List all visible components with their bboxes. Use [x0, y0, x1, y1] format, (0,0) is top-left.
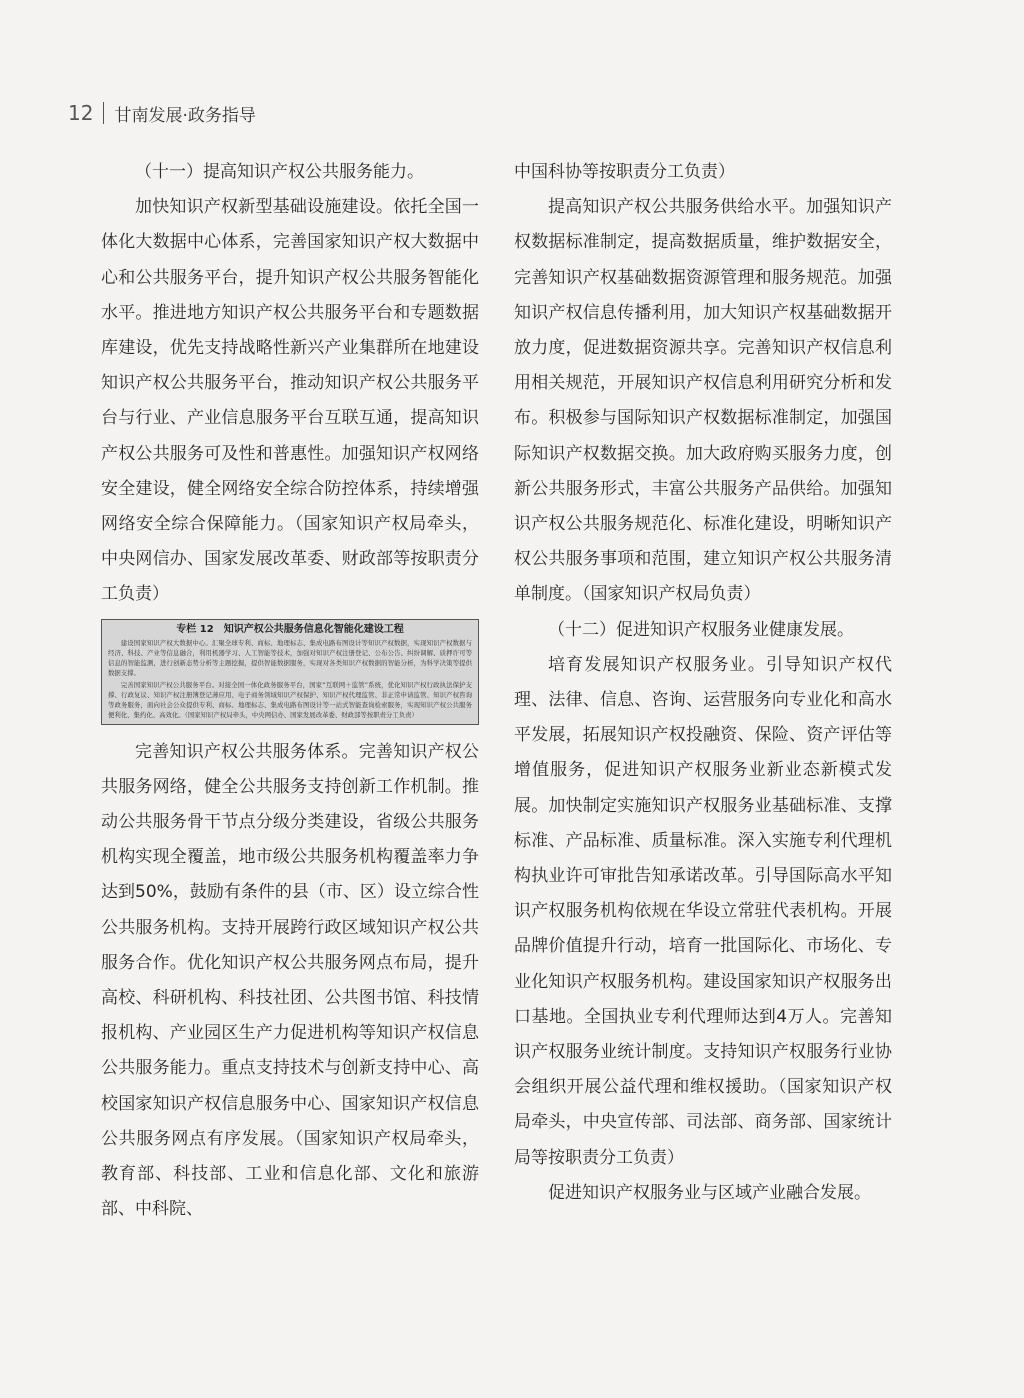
paragraph-infrastructure	[101, 190, 479, 612]
responsibility-note: （国家知识产权局负责）	[582, 584, 761, 605]
page-header	[68, 98, 256, 128]
right-column	[514, 155, 892, 1211]
box-paragraph: 完善国家知识产权公共服务平台。对接全国一体化政务服务平台，国家“互联网＋监管”系统，优化知识产权行政执法保护支撑、行政复议、知识产权注册簿登记薄应用、电子商务领域知识产权保护、知识产权代理监管、非正常申请监管、知识产权咨询等政务服务，面向社会公众提供专利、商标、地理标志、集成电路布图设计等一站式智能查询检索服务，实现知识产权公共服务便利化、集约化、高效化。（国家知识产权局牵头，中央网信办、国家发展改革委、财政部等按职责分工负责）	[108, 680, 472, 719]
responsibility-note: （国家知识产权局牵头，中央宣传部、司法部、商务部、国家统计局等按职责分工负责）	[514, 1077, 893, 1168]
paragraph-text: 依托全国一体化大数据中心体系，完善国家知识产权大数据中心和公共服务平台，提升知识产权公共服务智能化水平。推进地方知识产权公共服务平台和专题数据库建设，优先支持战略性新兴产业集群所在地建设知识产权公共服务平台，推动知识产权公共服务平台与行业、产业信息服务平台互联互通，提高知识产权公共服务可及性和普惠性。加强知识产权网络安全建设，健全网络安全综合防控体系，持续增强网络安全综合保障能力。	[101, 197, 480, 535]
paragraph-lead: 培育发展知识产权服务业。	[548, 654, 766, 675]
paragraph-lead: 完善知识产权公共服务体系。	[135, 741, 359, 762]
paragraph-service-system	[101, 735, 479, 1228]
header-divider	[103, 102, 104, 124]
page-number: 12	[68, 101, 94, 125]
paragraph-lead: 提高知识产权公共服务供给水平。	[548, 197, 807, 218]
box-paragraph: 建设国家知识产权大数据中心。汇聚全球专利、商标、地理标志、集成电路布图设计等知识产权数据，实现知识产权数据与经济、科技、产业等信息融合，利用机器学习、人工智能等技术，加强对知识产权注册登记、公布公告、纠纷调解、质押许可等信息的智能监测，进行创新态势分析等主题挖掘，提供智能数据服务，实现对各类知识产权数据的智能分析，为科学决策等提供数据支撑。	[108, 638, 472, 677]
box-body	[108, 638, 472, 720]
responsibility-note-continued: 中国科协等按职责分工负责）	[514, 162, 735, 182]
box-title: 专栏 12 知识产权公共服务信息化智能化建设工程	[176, 623, 404, 635]
section-heading-11: （十一）提高知识产权公共服务能力。	[135, 162, 424, 182]
paragraph-text: 加强知识产权数据标准制定，提高数据质量，维护数据安全，完善知识产权基础数据资源管理和服务规范。加强知识产权信息传播利用，加大知识产权基础数据开放力度，促进数据资源共享。完善知识产权信息利用相关规范，开展知识产权信息利用研究分析和发布。积极参与国际知识产权数据标准制定，加强国际知识产权数据交换。加大政府购买服务力度，创新公共服务形式，丰富公共服务产品供给。加强知识产权公共服务规范化、标准化建设，明晰知识产权公共服务事项和范围，建立知识产权公共服务清单制度。	[514, 197, 893, 605]
left-column	[101, 155, 479, 1227]
column-box-12	[101, 619, 479, 725]
paragraph-lead: 加快知识产权新型基础设施建设。	[135, 197, 394, 218]
paragraph-text: 完善知识产权公共服务网络，健全公共服务支持创新工作机制。推动公共服务骨干节点分级分类建设，省级公共服务机构实现全覆盖，地市级公共服务机构覆盖率力争达到50%，鼓励有条件的县（市、区）设立综合性公共服务机构。支持开展跨行政区域知识产权公共服务合作。优化知识产权公共服务网点布局，提升高校、科研机构、科技社团、公共图书馆、科技情报机构、产业园区生产力促进机构等知识产权信息公共服务能力。重点支持技术与创新支持中心、高校国家知识产权信息服务中心、国家知识产权信息公共服务网点有序发展。	[101, 741, 480, 1149]
section-heading-12: （十二）促进知识产权服务业健康发展。	[548, 619, 854, 640]
paragraph-service-industry	[514, 648, 892, 1176]
responsibility-note: （国家知识产权局牵头，中央网信办、国家发展改革委、财政部等按职责分工负责）	[101, 514, 480, 605]
paragraph-text: 引导知识产权代理、法律、信息、咨询、运营服务向专业化和高水平发展，拓展知识产权投融资、保险、资产评估等增值服务，促进知识产权服务业新业态新模式发展。加快制定实施知识产权服务业基础标准、支撑标准、产品标准、质量标准。深入实施专利代理机构执业许可审批告知承诺改革。引导国际高水平知识产权服务机构依规在华设立常驻代表机构。开展品牌价值提升行动，培育一批国际化、市场化、专业化知识产权服务机构。建设国家知识产权服务出口基地。全国执业专利代理师达到4万人。完善知识产权服务业统计制度。支持知识产权服务行业协会组织开展公益代理和维权援助。	[514, 654, 892, 1098]
responsibility-note: （国家知识产权局牵头，教育部、科技部、工业和信息化部、文化和旅游部、中科院、	[101, 1128, 480, 1220]
paragraph-service-supply	[514, 190, 892, 612]
header-title: 甘南发展·政务指导	[114, 105, 256, 126]
paragraph-regional-integration: 促进知识产权服务业与区域产业融合发展。	[548, 1182, 871, 1203]
